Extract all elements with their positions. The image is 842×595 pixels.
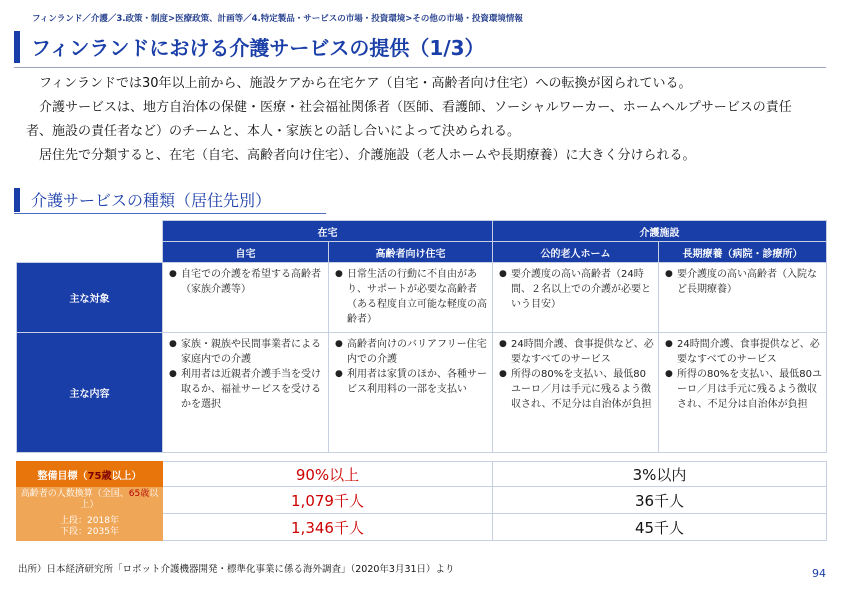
list-item: ● 24時間介護、食事提供など、必要なすべてのサービス bbox=[499, 337, 654, 367]
table-row bbox=[17, 333, 827, 453]
intro-paragraph-1: フィンランドでは30年以上前から、施設ケアから在宅ケア（自宅・高齢者向け住宅）への転換が図られている。 bbox=[39, 76, 692, 91]
table-cell bbox=[163, 333, 329, 453]
column-header-long-term-care: 長期療養（病院・診療所） bbox=[659, 242, 827, 263]
list-item: ● 利用者は近親者介護手当を受け取るか、福祉サービスを受けるかを選択 bbox=[169, 367, 324, 412]
table-cell bbox=[659, 333, 827, 453]
column-header-public-nursing-home: 公的老人ホーム bbox=[493, 242, 659, 263]
table-cell bbox=[659, 263, 827, 333]
list-item: ● 所得の80%を支払い、最低80ユーロ／月は手元に残るよう徴収され、不足分は自治体が負担 bbox=[665, 367, 822, 412]
intro-paragraph-2: 介護サービスは、地方自治体の保健・医療・社会福祉関係者（医師、看護師、ソーシャルワーカー、ホームヘルプサービスの責任者、施設の責任者など）のチームと、本人・家族との話し合いによって決められる。 bbox=[26, 100, 792, 139]
list-item: ● 要介護度の高い高齢者（24時間、２名以上での介護が必要という目安） bbox=[499, 267, 654, 312]
year-label: 上段：2018年 下段：2035年 bbox=[17, 514, 163, 541]
target-label: 整備目標（75歳以上） bbox=[17, 462, 163, 487]
facility-population-2018: 36千人 bbox=[493, 487, 827, 514]
corner-cell bbox=[17, 221, 163, 242]
population-2018-row bbox=[17, 487, 827, 514]
list-item: ● 所得の80%を支払い、最低80ユーロ／月は手元に残るよう徴収され、不足分は自治体が負担 bbox=[499, 367, 654, 412]
subtitle-accent-bar bbox=[14, 188, 20, 212]
home-population-2035: 1,346千人 bbox=[163, 514, 493, 541]
table-cell bbox=[493, 333, 659, 453]
column-header-own-home: 自宅 bbox=[163, 242, 329, 263]
row-header-target: 主な対象 bbox=[17, 263, 163, 333]
title-divider bbox=[14, 67, 826, 68]
corner-cell bbox=[17, 242, 163, 263]
list-item: ● 要介護度の高い高齢者（入院など長期療養） bbox=[665, 267, 822, 297]
facility-population-2035: 45千人 bbox=[493, 514, 827, 541]
subtitle-divider bbox=[14, 213, 326, 214]
list-item: ● 利用者は家賃のほか、各種サービス利用料の一部を支払い bbox=[335, 367, 488, 397]
row-header-content: 主な内容 bbox=[17, 333, 163, 453]
page-number: 94 bbox=[812, 567, 826, 580]
section-subtitle: 介護サービスの種類（居住先別） bbox=[31, 191, 272, 210]
home-population-2018: 1,079千人 bbox=[163, 487, 493, 514]
list-item: ● 日常生活の行動に不自由があり、サポートが必要な高齢者（ある程度自立可能な軽度の高齢者） bbox=[335, 267, 488, 327]
table-cell bbox=[493, 263, 659, 333]
list-item: ● 家族・親族や民間事業者による家庭内での介護 bbox=[169, 337, 324, 367]
table-cell bbox=[163, 263, 329, 333]
table-cell bbox=[329, 333, 493, 453]
table-row bbox=[17, 263, 827, 333]
target-home-value: 90%以上 bbox=[163, 462, 493, 487]
list-item: ● 高齢者向けのバリアフリー住宅内での介護 bbox=[335, 337, 488, 367]
population-2035-row bbox=[17, 514, 827, 541]
intro-paragraph-3: 居住先で分類すると、在宅（自宅、高齢者向け住宅）、介護施設（老人ホームや長期療養）に大きく分けられる。 bbox=[39, 148, 696, 163]
target-facility-value: 3%以内 bbox=[493, 462, 827, 487]
table-cell bbox=[329, 263, 493, 333]
target-row bbox=[17, 462, 827, 487]
group-header-facility: 介護施設 bbox=[493, 221, 827, 242]
group-header-home: 在宅 bbox=[163, 221, 493, 242]
population-label: 高齢者の人数換算（全国、65歳以上） bbox=[17, 487, 163, 514]
page-title: フィンランドにおける介護サービスの提供（1/3） bbox=[31, 36, 485, 60]
breadcrumb: フィンランド／介護／3.政策・制度>医療政策、計画等／4.特定製品・サービスの市場・投資環境>その他の市場・投資環境情報 bbox=[32, 14, 523, 24]
list-item: ● 自宅での介護を希望する高齢者（家族介護等） bbox=[169, 267, 324, 297]
title-accent-bar bbox=[14, 31, 20, 63]
list-item: ● 24時間介護、食事提供など、必要なすべてのサービス bbox=[665, 337, 822, 367]
care-service-table bbox=[16, 220, 827, 541]
intro-text bbox=[26, 72, 816, 168]
column-header-senior-housing: 高齢者向け住宅 bbox=[329, 242, 493, 263]
source-note: 出所）日本経済研究所「ロボット介護機器開発・標準化事業に係る海外調査」（2020年3月31日）より bbox=[18, 564, 455, 575]
